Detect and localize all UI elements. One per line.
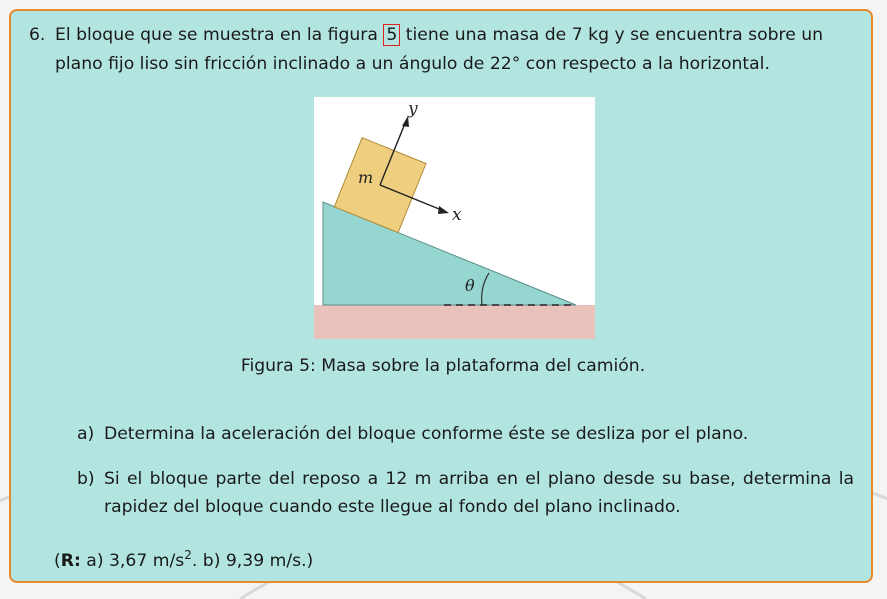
inclined-plane-figure (314, 97, 595, 339)
problem-text-end: tiene una masa de 7 kg y se encuentra sobre un plano fijo liso sin fricción inclinado a un ángulo de 22° con respecto a la horizontal. (55, 25, 824, 74)
answer-line (54, 548, 313, 574)
problem-text (55, 21, 859, 79)
problem-statement (29, 21, 859, 79)
problem-text-start: El bloque que se muestra en la figura (55, 25, 384, 45)
answer-exponent: 2 (184, 548, 192, 562)
answer-part-a: a) 3,67 m/s (80, 551, 185, 571)
question-item-b (77, 465, 854, 521)
item-text: Si el bloque parte del reposo a 12 m arriba en el plano desde su base, determina la rapidez del bloque cuando este llegue al fondo del plano inclinado. (104, 469, 854, 517)
question-item-a (77, 420, 854, 448)
item-label: b) (77, 469, 95, 489)
answer-part-b: . b) 9,39 m/s.) (191, 551, 314, 571)
problem-card (9, 9, 873, 583)
x-axis-label: x (452, 205, 462, 225)
item-label: a) (77, 424, 95, 444)
answer-label: R: (60, 551, 81, 571)
y-axis-label: y (408, 99, 418, 119)
figure-reference-link[interactable]: 5 (383, 24, 400, 46)
angle-label: θ (465, 276, 475, 295)
item-text: Determina la aceleración del bloque conforme éste se desliza por el plano. (104, 424, 749, 444)
mass-label: m (358, 168, 374, 187)
ground (314, 305, 595, 339)
problem-number: 6. (29, 25, 46, 45)
figure-caption: Figura 5: Masa sobre la plataforma del camión. (240, 356, 646, 376)
answer-open-paren: ( (54, 551, 61, 571)
